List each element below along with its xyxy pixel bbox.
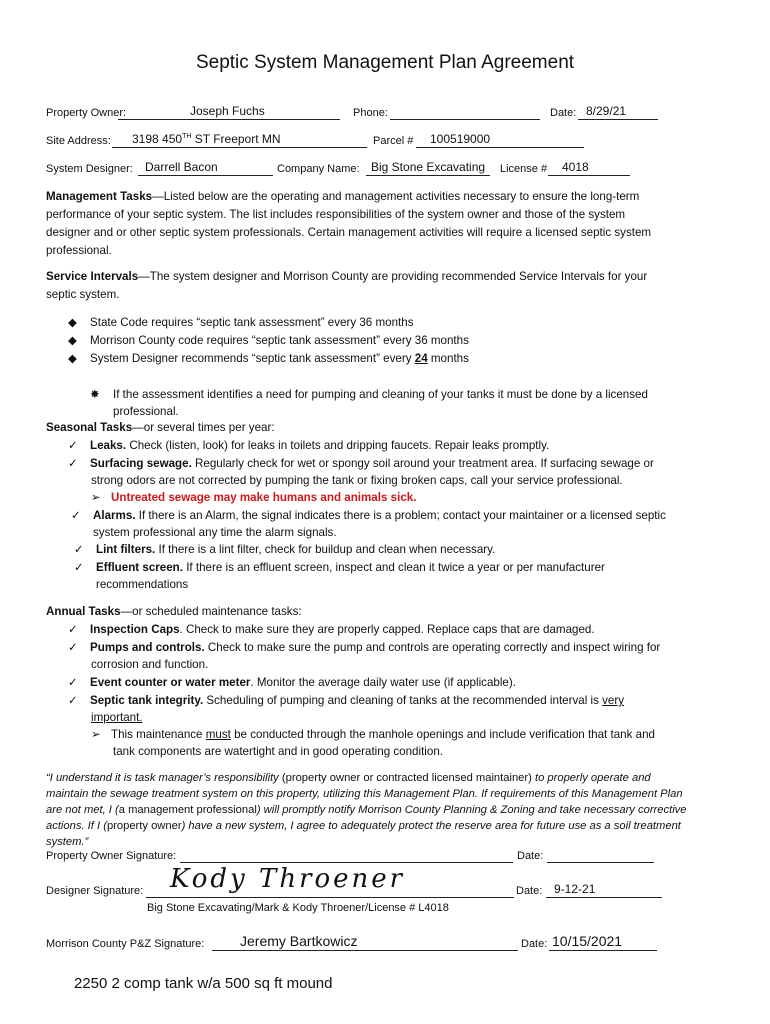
designer-signature-label: Designer Signature:: [46, 885, 144, 897]
company-name-value: Big Stone Excavating: [371, 160, 486, 174]
site-address-value: 3198 450TH ST Freeport MN: [132, 132, 281, 146]
seasonal-item-effluent: ✓ Effluent screen. If there is an effluent screen, inspect and clean it twice a year or per manufacturer: [74, 561, 605, 574]
date-field[interactable]: [578, 119, 658, 120]
site-address-field[interactable]: [112, 147, 367, 148]
checkmark-icon: ✓: [68, 439, 78, 452]
management-line-4: professional.: [46, 244, 112, 257]
designer-date-value: 9-12-21: [554, 882, 596, 896]
county-date-label: Date:: [521, 938, 548, 950]
annual-item-pumps-cont: corrosion and function.: [91, 658, 209, 671]
checkmark-icon: ✓: [68, 694, 78, 707]
designer-date-label: Date:: [516, 885, 543, 897]
diamond-bullet-icon: ◆: [68, 334, 77, 347]
system-designer-label: System Designer:: [46, 163, 133, 175]
designer-handwritten-signature: Kody Throener: [170, 864, 406, 894]
parcel-field[interactable]: [416, 147, 584, 148]
checkmark-icon: ✓: [68, 623, 78, 636]
page-title: Septic System Management Plan Agreement: [195, 52, 575, 73]
assessment-note-line-1: ✸ If the assessment identifies a need for pumping and cleaning of your tanks it must be done by a licensed: [90, 388, 648, 401]
annual-item-integrity: ✓ Septic tank integrity. Scheduling of pumping and cleaning of tanks at the recommended interval is very: [68, 694, 625, 707]
site-address-label: Site Address:: [46, 135, 111, 147]
seasonal-warning: ➢ Untreated sewage may make humans and animals sick.: [91, 491, 417, 504]
annual-item-pumps: ✓ Pumps and controls. Check to make sure the pump and controls are operating correctly and inspect wiring for: [68, 641, 661, 654]
designer-months-value: 24: [414, 352, 428, 365]
statement-line-2: maintain the sewage treatment system on this property, utilizing this Management Plan. If requirements of this Management Plan: [46, 788, 683, 800]
statement-line-1: “I understand it is task manager’s responsibility (property owner or contracted licensed maintainer) to properly operate and: [46, 772, 651, 784]
seasonal-item-surfacing-cont: strong odors are not corrected by pumping the tank or fixing broken caps, call your service professional.: [91, 474, 623, 487]
annual-subnote-line-1: ➢ This maintenance must be conducted through the manhole openings and include verification that tank and: [91, 728, 655, 741]
management-line-1: Management Tasks—Listed below are the operating and management activities necessary to ensure the long-term: [46, 190, 640, 203]
seasonal-item-alarms: ✓ Alarms. If there is an Alarm, the signal indicates there is a problem; contact your maintainer or a licensed septic: [71, 509, 666, 522]
service-bullet-1: ◆ State Code requires “septic tank assessment” every 36 months: [68, 316, 414, 329]
arrow-bullet-icon: ➢: [91, 491, 101, 504]
flower-bullet-icon: ✸: [90, 388, 100, 401]
service-bullet-3: ◆ System Designer recommends “septic tank assessment” every 24 months: [68, 352, 469, 365]
designer-signature-field[interactable]: [146, 897, 514, 898]
owner-signature-label: Property Owner Signature:: [46, 850, 177, 862]
annual-subnote-line-2: tank components are watertight and in good operating condition.: [113, 745, 443, 758]
county-signature-field[interactable]: [212, 950, 518, 951]
statement-line-3: are not met, I (a management professional) will promptly notify Morrison County Planning & Zoning and take necessary corrective: [46, 804, 687, 816]
owner-date-label: Date:: [517, 850, 544, 862]
service-line-1: Service Intervals—The system designer and Morrison County are providing recommended Service Intervals for your: [46, 270, 648, 283]
management-line-2: performance of your septic system. The list includes responsibilities of the system owner and those of the system: [46, 208, 626, 221]
system-designer-field[interactable]: [138, 175, 273, 176]
service-line-2: septic system.: [46, 288, 120, 301]
seasonal-item-leaks: ✓ Leaks. Check (listen, look) for leaks in toilets and dripping faucets. Repair leaks promptly.: [68, 439, 550, 452]
county-signature-label: Morrison County P&Z Signature:: [46, 938, 205, 950]
checkmark-icon: ✓: [74, 561, 84, 574]
diamond-bullet-icon: ◆: [68, 316, 77, 329]
checkmark-icon: ✓: [74, 543, 84, 556]
phone-label: Phone:: [353, 107, 388, 119]
parcel-value: 100519000: [430, 132, 491, 146]
county-date-field[interactable]: [549, 950, 657, 951]
owner-signature-field[interactable]: [180, 862, 513, 863]
system-designer-value: Darrell Bacon: [145, 160, 218, 174]
annual-heading: Annual Tasks—or scheduled maintenance tasks:: [46, 605, 302, 618]
phone-field[interactable]: [390, 119, 540, 120]
seasonal-item-alarms-cont: system professional any time the alarm signals.: [93, 526, 337, 539]
checkmark-icon: ✓: [68, 457, 78, 470]
license-field[interactable]: [548, 175, 630, 176]
date-value: 8/29/21: [586, 104, 627, 118]
seasonal-item-lint: ✓ Lint filters. If there is a lint filter, check for buildup and clean when necessary.: [74, 543, 496, 556]
checkmark-icon: ✓: [71, 509, 81, 522]
date-label: Date:: [550, 107, 577, 119]
company-name-field[interactable]: [366, 175, 490, 176]
license-label: License #: [500, 163, 548, 175]
designer-caption: Big Stone Excavating/Mark & Kody Throener/License # L4018: [147, 902, 449, 914]
diamond-bullet-icon: ◆: [68, 352, 77, 365]
checkmark-icon: ✓: [68, 676, 78, 689]
checkmark-icon: ✓: [68, 641, 78, 654]
annual-item-integrity-cont: important.: [91, 711, 143, 724]
parcel-label: Parcel #: [373, 135, 414, 147]
annual-item-meter: ✓ Event counter or water meter. Monitor the average daily water use (if applicable).: [68, 676, 516, 689]
company-name-label: Company Name:: [277, 163, 360, 175]
county-signature-value: Jeremy Bartkowicz: [240, 933, 358, 949]
license-value: 4018: [562, 160, 589, 174]
county-date-value: 10/15/2021: [552, 933, 623, 949]
service-bullet-2: ◆ Morrison County code requires “septic tank assessment” every 36 months: [68, 334, 469, 347]
seasonal-item-surfacing: ✓ Surfacing sewage. Regularly check for wet or spongy soil around your treatment area. If surfacing sewage or: [68, 457, 654, 470]
management-line-3: designer and or other septic system professionals. Certain management activities will require a licensed septic system: [46, 226, 652, 239]
statement-line-4: actions. If I (property owner) have a new system, I agree to adequately protect the reserve area for future use as a soil treatment: [46, 820, 681, 832]
seasonal-heading: Seasonal Tasks—or several times per year:: [46, 421, 275, 434]
assessment-note-line-2: professional.: [113, 405, 179, 418]
property-owner-label: Property Owner:: [46, 107, 127, 119]
owner-date-field[interactable]: [547, 862, 654, 863]
statement-line-5: system.”: [46, 836, 89, 848]
property-owner-value: Joseph Fuchs: [190, 104, 265, 118]
seasonal-item-effluent-cont: recommendations: [96, 578, 189, 591]
designer-date-field[interactable]: [546, 897, 662, 898]
footer-note: 2250 2 comp tank w/a 500 sq ft mound: [74, 975, 333, 992]
annual-item-caps: ✓ Inspection Caps. Check to make sure they are properly capped. Replace caps that are damaged.: [68, 623, 595, 636]
property-owner-field[interactable]: [118, 119, 340, 120]
arrow-bullet-icon: ➢: [91, 728, 101, 741]
